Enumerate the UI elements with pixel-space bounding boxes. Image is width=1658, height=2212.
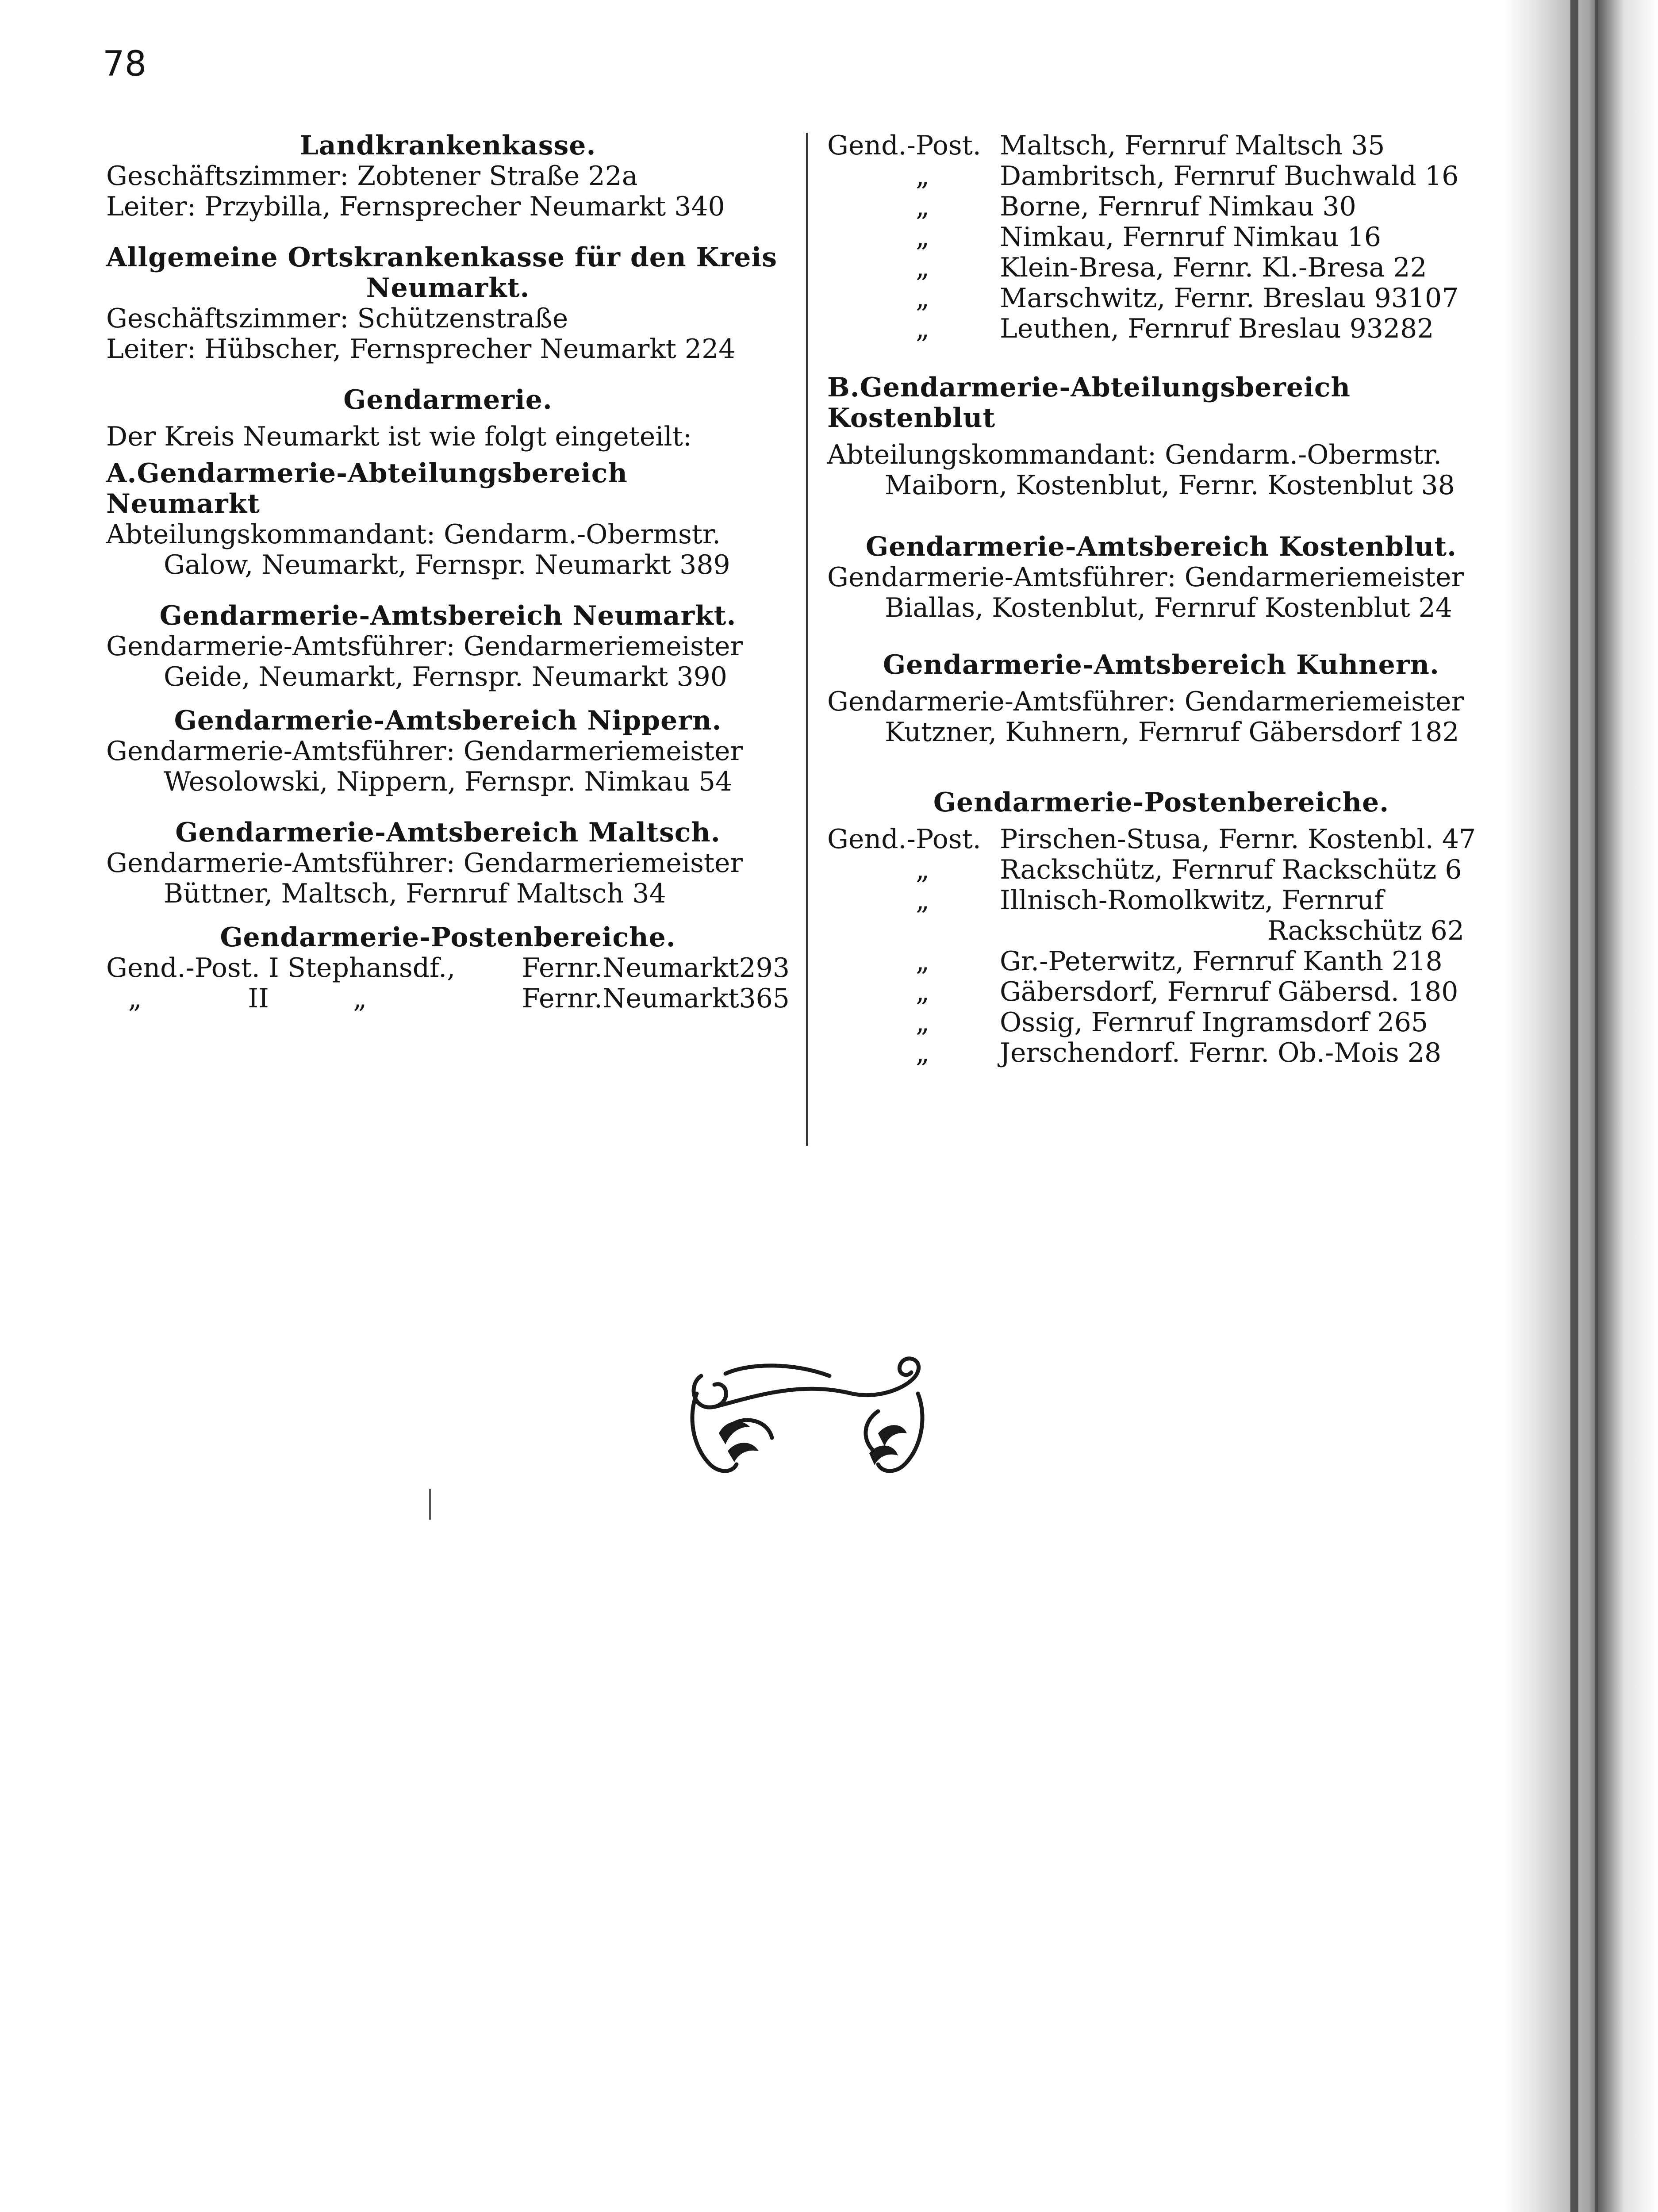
maltsch-posten-row [827,192,1495,222]
amt-nippern-leader: Gendarmerie-Amtsführer: Gendarmeriemeister [106,736,743,767]
section-heading-abteilung-a: A.Gendarmerie-Abteilungsbereich Neumarkt [106,458,628,519]
landkrankenkasse-leader: Leiter: Przybilla, Fernsprecher Neumarkt 340 [106,191,725,222]
abteilung-b-commander: Abteilungskommandant: Gendarm.-Obermstr. [827,439,1442,470]
gendarmerie-intro [106,422,790,452]
column-divider [806,133,808,1146]
maltsch-posten-row [827,131,1495,161]
posten-right-label: „ [916,946,930,977]
maltsch-posten-text: Nimkau, Fernruf Nimkau 16 [1000,222,1382,253]
posten-right-text: Gr.-Peterwitz, Fernruf Kanth 218 [1000,946,1443,977]
maltsch-posten-row [827,314,1495,344]
posten-right-row [827,885,1495,916]
posten-right-text: Pirschen-Stusa, Fernr. Kostenbl. 47 [1000,824,1476,855]
posten-row-2-ditto-2: „ [353,983,367,1014]
maltsch-posten-text: Klein-Bresa, Fernr. Kl.-Bresa 22 [1000,252,1427,283]
posten-row-1-phone: Fernr.Neumarkt293 [522,952,790,983]
section-heading-ortskrankenkasse-cont: Neumarkt. [366,273,530,303]
posten-right-label: „ [916,854,930,885]
maltsch-posten-text: Borne, Fernruf Nimkau 30 [1000,191,1356,222]
section-heading-gendarmerie: Gendarmerie. [343,384,553,415]
maltsch-posten-list [827,131,1495,344]
gendarmerie-intro-colon: : [683,421,692,452]
section-heading-ortskrankenkasse: Allgemeine Ortskrankenkasse für den Kreis [106,242,777,273]
ortskrankenkasse-leader: Leiter: Hübscher, Fernsprecher Neumarkt 224 [106,334,736,365]
abteilung-a-commander: Abteilungskommandant: Gendarm.-Obermstr. [106,519,721,550]
posten-right-row [827,855,1495,885]
maltsch-posten-text: Dambritsch, Fernruf Buchwald 16 [1000,161,1459,192]
posten-right-text: Illnisch-Romolkwitz, Fernruf [1000,885,1384,916]
posten-right-text: Jerschendorf. Fernr. Ob.-Mois 28 [1000,1037,1442,1068]
decorative-scroll-ornament-icon [683,1345,931,1486]
posten-right-label: „ [916,885,930,916]
posten-right-text: Ossig, Fernruf Ingramsdorf 265 [1000,1007,1428,1038]
section-heading-amt-maltsch: Gendarmerie-Amtsbereich Maltsch. [175,817,721,848]
maltsch-posten-label: „ [916,252,930,283]
scan-mark [429,1489,431,1520]
section-heading-abteilung-b: B.Gendarmerie-Abteilungsbereich Kostenblut [827,372,1351,434]
maltsch-posten-label: „ [916,283,930,314]
maltsch-posten-text: Marschwitz, Fernr. Breslau 93107 [1000,283,1459,314]
maltsch-posten-text: Leuthen, Fernruf Breslau 93282 [1000,313,1434,344]
maltsch-posten-row [827,283,1495,314]
posten-right-text: Rackschütz 62 [1267,915,1464,946]
gendarmerie-intro-text: Der Kreis Neumarkt ist wie folgt eingeteilt [106,421,683,452]
section-heading-amt-kuhnern: Gendarmerie-Amtsbereich Kuhnern. [883,649,1439,680]
amt-kostenblut-contact: Biallas, Kostenblut, Fernruf Kostenblut 24 [885,592,1452,623]
amt-maltsch-contact: Büttner, Maltsch, Fernruf Maltsch 34 [164,878,666,909]
posten-right-text: Rackschütz, Fernruf Rackschütz 6 [1000,854,1462,885]
posten-row-2-ditto: „ [128,983,142,1014]
posten-right-list [827,824,1495,1068]
posten-right-row [827,1007,1495,1038]
left-column [106,131,790,1014]
amt-neumarkt-leader: Gendarmerie-Amtsführer: Gendarmeriemeister [106,631,743,662]
maltsch-posten-row [827,161,1495,192]
amt-maltsch-leader: Gendarmerie-Amtsführer: Gendarmeriemeister [106,848,743,879]
section-heading-landkrankenkasse: Landkrankenkasse. [299,130,596,161]
posten-right-text: Gäbersdorf, Fernruf Gäbersd. 180 [1000,976,1458,1007]
section-heading-posten-right: Gendarmerie-Postenbereiche. [933,787,1389,818]
landkrankenkasse-office: Geschäftszimmer: Zobtener Straße 22a [106,161,638,192]
scan-streak [1570,0,1578,2212]
posten-right-row [827,916,1495,946]
scan-shadow-edge [1504,0,1658,2212]
maltsch-posten-label: „ [916,222,930,253]
page-number: 78 [103,44,147,84]
ortskrankenkasse-office: Geschäftszimmer: Schützenstraße [106,303,568,334]
amt-neumarkt-contact: Geide, Neumarkt, Fernspr. Neumarkt 390 [164,661,727,692]
posten-right-label [827,916,1000,946]
maltsch-posten-label: „ [916,191,930,222]
amt-nippern-contact: Wesolowski, Nippern, Fernspr. Nimkau 54 [164,766,733,797]
posten-right-row [827,824,1495,855]
maltsch-posten-label: „ [916,313,930,344]
section-heading-amt-nippern: Gendarmerie-Amtsbereich Nippern. [174,705,722,736]
scan-streak [1595,0,1598,2212]
posten-right-label: „ [916,1007,930,1038]
posten-row-1-station: Gend.-Post. I Stephansdf., [106,952,456,983]
maltsch-posten-text: Maltsch, Fernruf Maltsch 35 [1000,130,1385,161]
section-heading-amt-kostenblut: Gendarmerie-Amtsbereich Kostenblut. [865,531,1457,562]
posten-right-label: Gend.-Post. [827,824,981,855]
maltsch-posten-row [827,253,1495,283]
amt-kuhnern-contact: Kutzner, Kuhnern, Fernruf Gäbersdorf 182 [885,717,1459,748]
posten-right-row [827,1038,1495,1068]
abteilung-a-contact: Galow, Neumarkt, Fernspr. Neumarkt 389 [164,549,730,580]
posten-row-2-phone: Fernr.Neumarkt365 [522,983,790,1014]
section-heading-posten-left: Gendarmerie-Postenbereiche. [220,922,676,953]
posten-row-1 [106,953,790,983]
posten-right-row [827,977,1495,1007]
maltsch-posten-label: „ [916,161,930,192]
maltsch-posten-row [827,222,1495,253]
posten-right-row [827,946,1495,977]
posten-row-2-number: II [248,983,269,1014]
posten-right-label: „ [916,976,930,1007]
section-heading-amt-neumarkt: Gendarmerie-Amtsbereich Neumarkt. [159,600,737,631]
abteilung-b-contact: Maiborn, Kostenblut, Fernr. Kostenblut 38 [885,470,1455,501]
amt-kuhnern-leader: Gendarmerie-Amtsführer: Gendarmeriemeister [827,686,1464,717]
amt-kostenblut-leader: Gendarmerie-Amtsführer: Gendarmeriemeister [827,562,1464,593]
posten-right-label: „ [916,1037,930,1068]
maltsch-posten-label: Gend.-Post. [827,130,981,161]
posten-row-2 [106,983,790,1014]
right-column [827,131,1495,1068]
